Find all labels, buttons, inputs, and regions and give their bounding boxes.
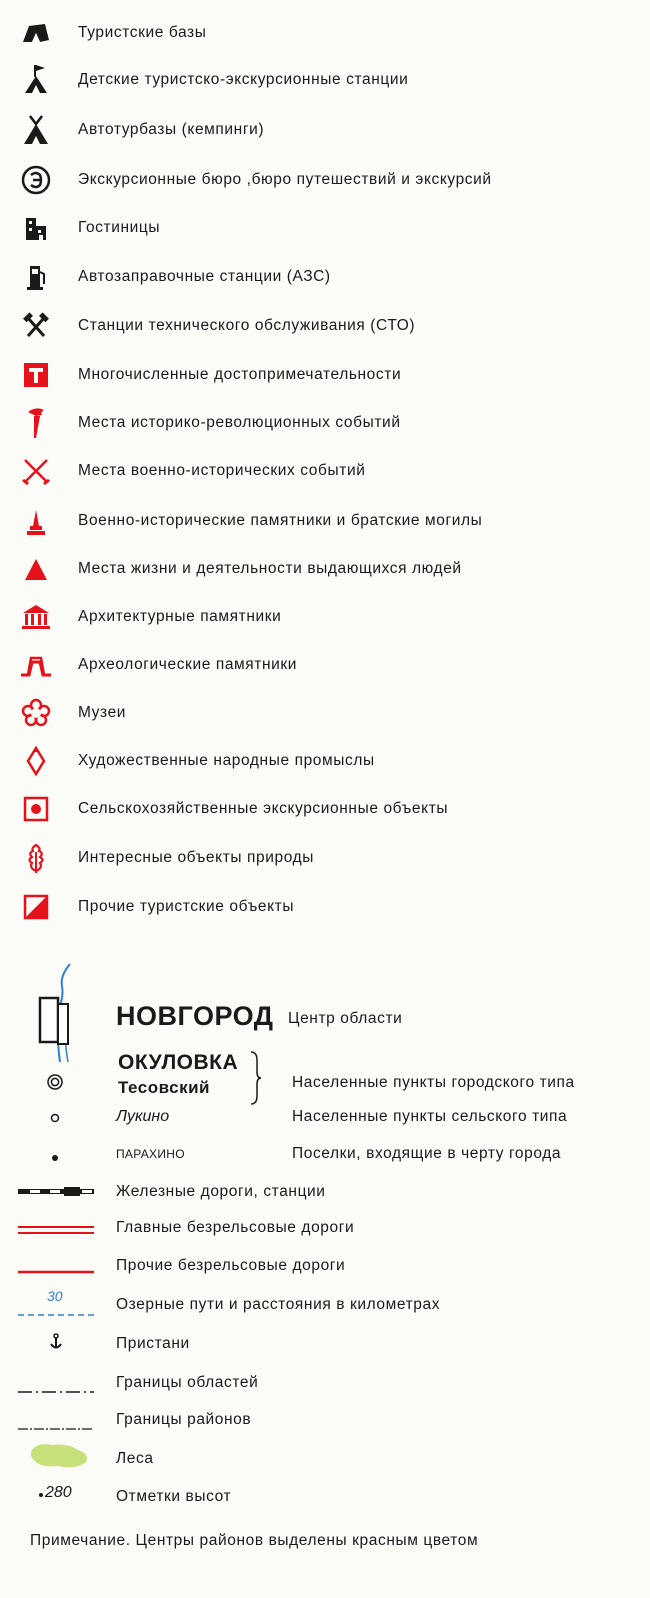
t-square-icon [14, 357, 58, 393]
legend-row-excursion-bureau [0, 160, 650, 200]
elevation-value: 280 [45, 1484, 72, 1501]
region-center-name: НОВГОРОД [116, 1001, 274, 1031]
lake-distance-value: 30 [47, 1288, 63, 1304]
columns-icon [14, 599, 58, 635]
legend-row-archaeology [0, 645, 650, 685]
flag-tent-icon [14, 62, 58, 98]
legend-row-agricultural [0, 789, 650, 829]
piers-label: Пристани [116, 1335, 190, 1352]
legend-row-nature [0, 838, 650, 878]
legend-label: Художественные народные промыслы [78, 752, 375, 769]
legend-label: Архитектурные памятники [78, 608, 282, 625]
lake-route-line-icon [18, 1304, 94, 1322]
legend-label: Автозаправочные станции (АЗС) [78, 268, 331, 285]
obelisk-icon [14, 503, 58, 539]
region-borders-label: Границы областей [116, 1374, 259, 1391]
half-square-icon [14, 889, 58, 925]
crossed-rifles-icon [14, 453, 58, 489]
torch-icon [14, 405, 58, 441]
legend-label: Археологические памятники [78, 656, 298, 673]
legend-label: Туристские базы [78, 24, 207, 41]
legend-row-many-sights [0, 355, 650, 395]
town-name-1: ОКУЛОВКА [118, 1051, 239, 1074]
forest-area-icon [28, 1440, 92, 1475]
legend-row-famous-people [0, 549, 650, 589]
legend-label: Прочие туристские объекты [78, 898, 295, 915]
legend-row-tourist-bases [0, 13, 650, 53]
main-road-line-icon [18, 1222, 94, 1240]
main-roads-label: Главные безрельсовые дороги [116, 1219, 355, 1236]
legend-label: Детские туристско-экскурсионные станции [78, 71, 409, 88]
flower-icon [14, 695, 58, 731]
legend-label: Станции технического обслуживания (СТО) [78, 317, 416, 334]
other-road-line-icon [18, 1262, 94, 1280]
hotel-icon [14, 210, 58, 246]
crossed-hammers-icon [14, 308, 58, 344]
legend-note: Примечание. Центры районов выделены красным цветом [30, 1532, 479, 1549]
suburb-symbol-icon [50, 1150, 60, 1168]
railway-line-icon [18, 1185, 94, 1203]
fuel-pump-icon [14, 259, 58, 295]
town-label: Населенные пункты городского типа [292, 1074, 575, 1091]
suburb-label: Поселки, входящие в черту города [292, 1145, 562, 1162]
legend-row-hotels [0, 208, 650, 248]
town-symbol-icon [46, 1073, 64, 1096]
legend-label: Места военно-исторических событий [78, 462, 366, 479]
legend-label: Экскурсионные бюро ,бюро путешествий и экскурсий [78, 171, 492, 188]
legend-row-military-sites [0, 451, 650, 491]
railways-label: Железные дороги, станции [116, 1183, 326, 1200]
village-name: Лукино [116, 1108, 170, 1125]
suburb-name: ПАРАХИНО [116, 1147, 185, 1161]
dot-square-icon [14, 791, 58, 827]
legend-row-campsites [0, 110, 650, 150]
oak-leaf-icon [14, 840, 58, 876]
legend-row-architecture [0, 597, 650, 637]
village-symbol-icon [49, 1111, 61, 1129]
legend-row-museums [0, 693, 650, 733]
district-border-line-icon [18, 1418, 94, 1436]
legend-label: Автотурбазы (кемпинги) [78, 121, 265, 138]
archaeology-icon [14, 647, 58, 683]
region-center-label: Центр области [288, 1010, 403, 1027]
lake-routes-label: Озерные пути и расстояния в километрах [116, 1296, 441, 1313]
anchor-icon [49, 1333, 63, 1356]
forests-label: Леса [116, 1450, 154, 1467]
brace-icon [248, 1050, 262, 1111]
legend-row-other-objects [0, 887, 650, 927]
campsite-icon [14, 112, 58, 148]
legend-row-military-monuments [0, 501, 650, 541]
village-label: Населенные пункты сельского типа [292, 1108, 568, 1125]
legend-row-revolution-sites [0, 403, 650, 443]
legend-label: Многочисленные достопримечательности [78, 366, 402, 383]
excursion-circle-icon [14, 162, 58, 198]
district-borders-label: Границы районов [116, 1411, 252, 1428]
elevation-point-icon [38, 1485, 44, 1503]
legend-label: Военно-исторические памятники и братские могилы [78, 512, 483, 529]
tent-icon [14, 15, 58, 51]
legend-label: Гостиницы [78, 219, 161, 236]
legend-label: Интересные объекты природы [78, 849, 315, 866]
legend-label: Места историко-революционных событий [78, 414, 401, 431]
other-roads-label: Прочие безрельсовые дороги [116, 1257, 346, 1274]
town-name-2: Тесовский [118, 1078, 210, 1097]
region-center-icon [30, 962, 86, 1071]
elevations-label: Отметки высот [116, 1488, 232, 1505]
legend-row-fuel-stations [0, 257, 650, 297]
legend-label: Места жизни и деятельности выдающихся людей [78, 560, 462, 577]
triangle-icon [14, 551, 58, 587]
diamond-icon [14, 743, 58, 779]
legend-row-folk-crafts [0, 741, 650, 781]
legend-label: Музеи [78, 704, 127, 721]
legend-row-children-stations [0, 60, 650, 100]
legend-row-service-stations [0, 306, 650, 346]
legend-label: Сельскохозяйственные экскурсионные объекты [78, 800, 449, 817]
region-border-line-icon [18, 1381, 94, 1399]
